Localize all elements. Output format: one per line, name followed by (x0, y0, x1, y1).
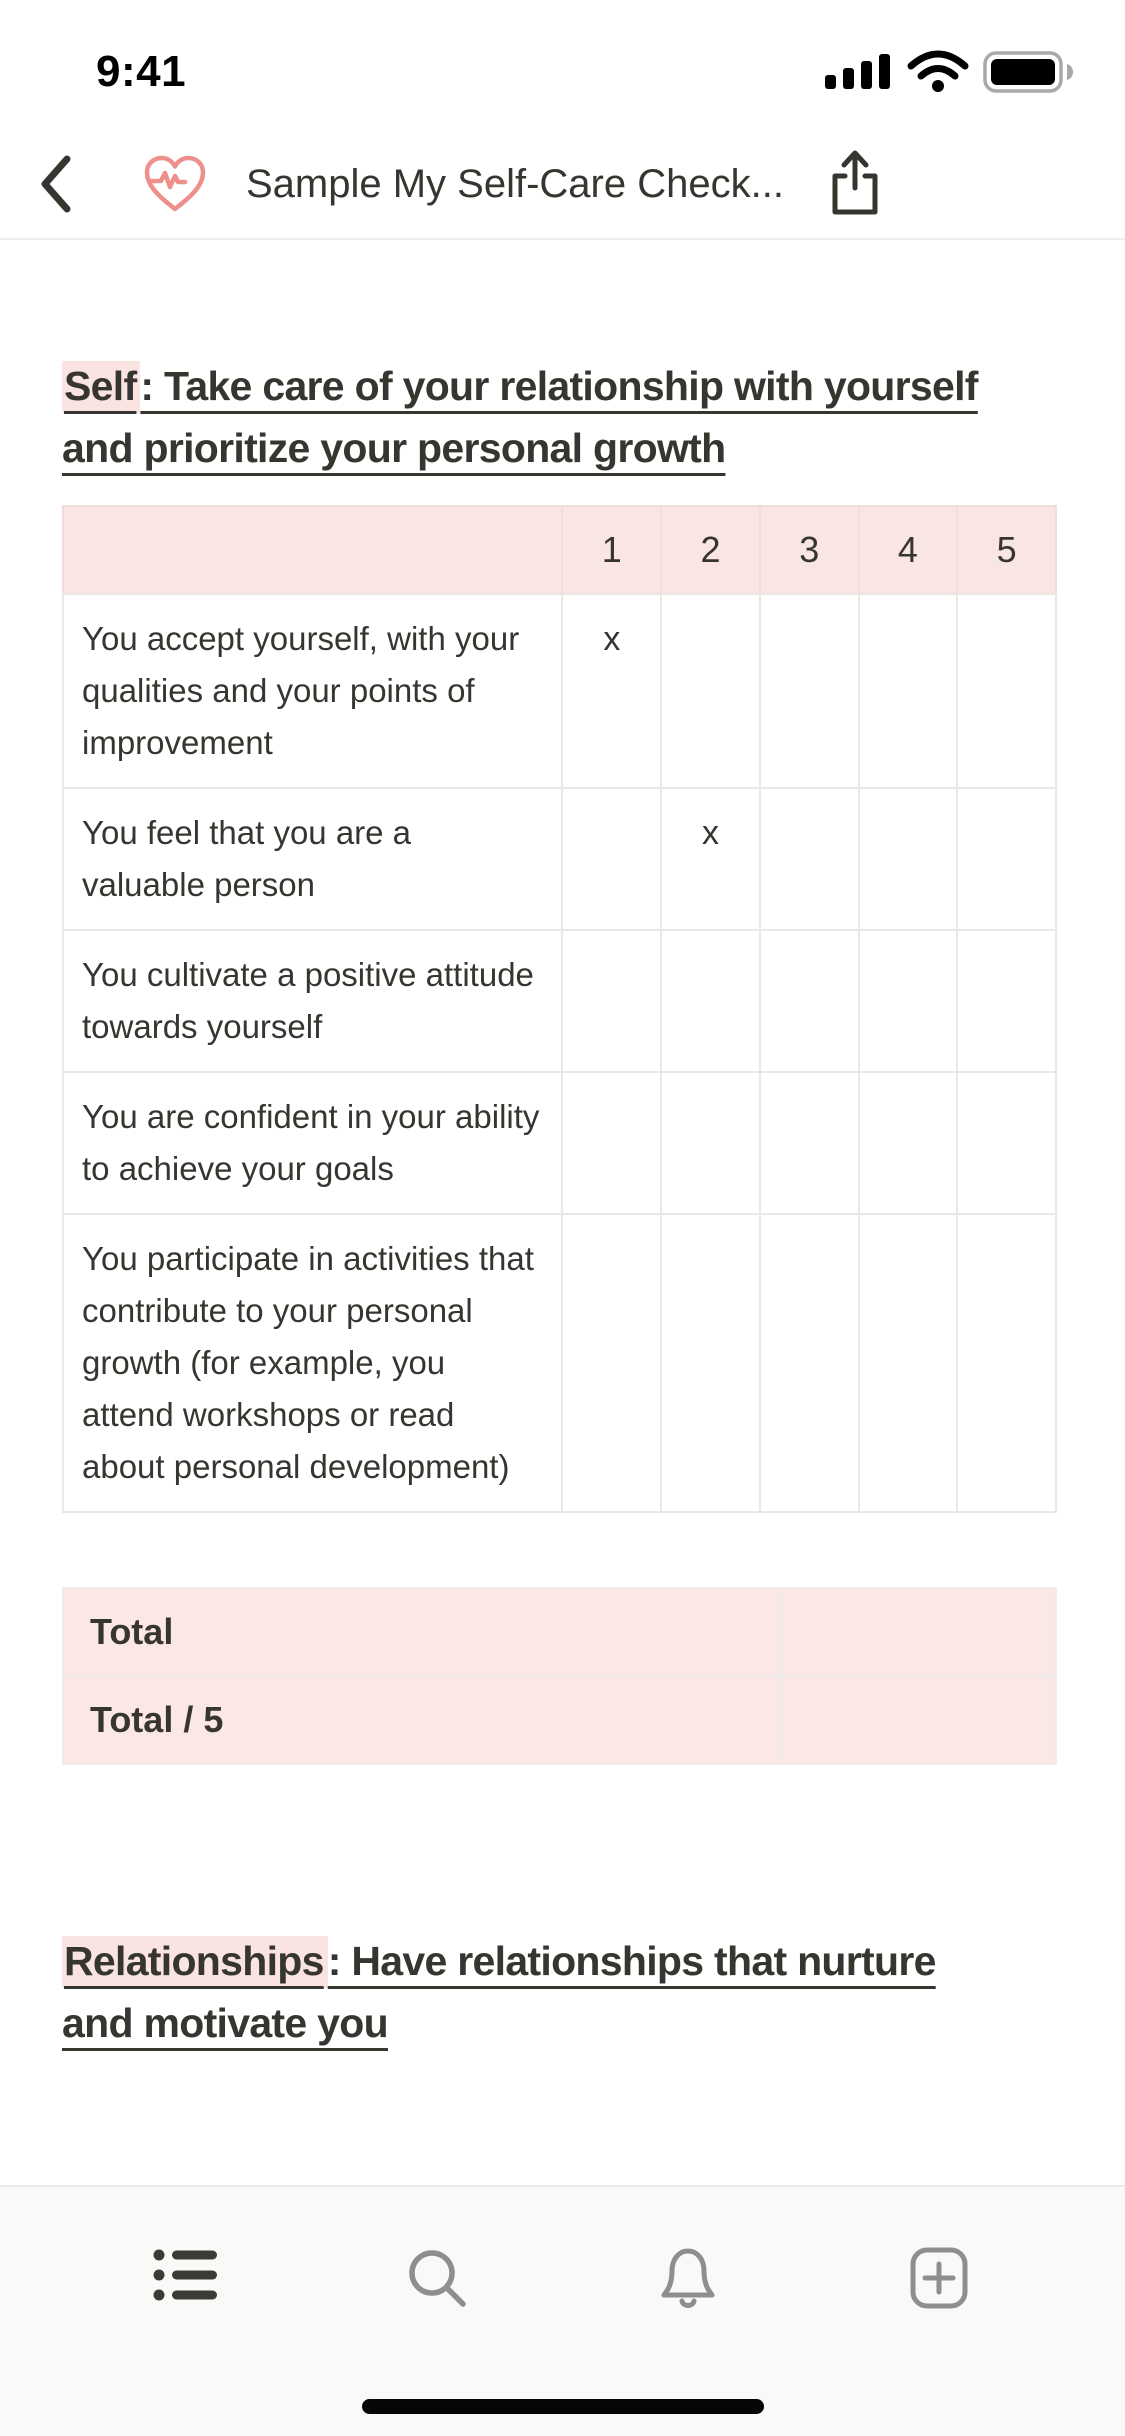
rating-cell[interactable] (859, 930, 958, 1072)
tab-home-list[interactable] (121, 2247, 251, 2303)
create-plus-icon (910, 2247, 968, 2309)
share-icon (826, 148, 884, 220)
rating-cell[interactable] (957, 594, 1056, 788)
nav-bar (0, 130, 1125, 240)
list-menu-icon (153, 2247, 219, 2303)
tab-notifications[interactable] (623, 2247, 753, 2313)
notifications-bell-icon (658, 2247, 718, 2313)
rating-cell[interactable] (859, 1072, 958, 1214)
rating-cell[interactable]: x (661, 788, 760, 930)
rating-cell[interactable] (562, 930, 661, 1072)
statement-cell[interactable]: You cultivate a positive attitude towards yourself (63, 930, 562, 1072)
column-header-4: 4 (859, 506, 958, 594)
share-button[interactable] (826, 148, 884, 220)
heart-pulse-icon (142, 154, 208, 214)
statement-cell[interactable]: You accept yourself, with your qualities and your points of improvement (63, 594, 562, 788)
rating-cell[interactable] (661, 930, 760, 1072)
rating-cell[interactable] (760, 930, 859, 1072)
rating-cell[interactable] (760, 788, 859, 930)
battery-full-icon (983, 51, 1083, 93)
highlighted-word: Relationships (62, 1936, 328, 1988)
statement-cell[interactable]: You participate in activities that contribute to your personal growth (for example, you attend workshops or read about personal development) (63, 1214, 562, 1512)
statement-cell[interactable]: You feel that you are a valuable person (63, 788, 562, 930)
table-row (63, 594, 1056, 788)
total-row (63, 1588, 1056, 1676)
heading-text-line2: and prioritize your personal growth (62, 425, 726, 471)
rating-cell[interactable]: x (562, 594, 661, 788)
rating-cell[interactable] (760, 1214, 859, 1512)
wifi-icon (907, 50, 969, 94)
column-header-5: 5 (957, 506, 1056, 594)
status-icons (825, 50, 1083, 94)
table-row (63, 1214, 1056, 1512)
highlighted-word: Self (62, 361, 140, 413)
home-indicator[interactable] (362, 2399, 764, 2414)
rating-cell[interactable] (760, 594, 859, 788)
heading-text: : Have relationships that nurture (327, 1938, 936, 1984)
rating-cell[interactable] (562, 788, 661, 930)
total-value-cell[interactable] (783, 1588, 1056, 1676)
cellular-signal-icon (825, 51, 893, 93)
self-care-rating-table (62, 505, 1057, 1513)
total-label: Total (63, 1588, 783, 1676)
total-per5-label: Total / 5 (63, 1676, 783, 1764)
rating-cell[interactable] (760, 1072, 859, 1214)
page-title: Sample My Self-Care Check... (246, 161, 784, 206)
total-per5-value-cell[interactable] (783, 1676, 1056, 1764)
column-header-3: 3 (760, 506, 859, 594)
total-row (63, 1676, 1056, 1764)
rating-cell[interactable] (957, 1072, 1056, 1214)
search-icon (406, 2247, 468, 2309)
heading-text-line2: and motivate you (62, 2000, 388, 2046)
column-header-1: 1 (562, 506, 661, 594)
table-row (63, 1072, 1056, 1214)
tab-create-new[interactable] (874, 2247, 1004, 2309)
column-header-2: 2 (661, 506, 760, 594)
rating-cell[interactable] (957, 788, 1056, 930)
rating-cell[interactable] (661, 1072, 760, 1214)
page-content (0, 240, 1125, 2054)
rating-cell[interactable] (562, 1214, 661, 1512)
rating-cell[interactable] (859, 1214, 958, 1512)
corner-cell (63, 506, 562, 594)
table-row (63, 788, 1056, 930)
rating-cell[interactable] (661, 1214, 760, 1512)
table-header-row (63, 506, 1056, 594)
tab-search[interactable] (372, 2247, 502, 2309)
status-bar (0, 0, 1125, 130)
rating-cell[interactable] (661, 594, 760, 788)
back-button[interactable] (40, 149, 86, 219)
rating-cell[interactable] (859, 788, 958, 930)
chevron-left-icon (40, 155, 72, 213)
rating-cell[interactable] (957, 1214, 1056, 1512)
statement-cell[interactable]: You are confident in your ability to achieve your goals (63, 1072, 562, 1214)
section-heading-relationships (62, 1930, 1057, 2054)
rating-cell[interactable] (859, 594, 958, 788)
rating-cell[interactable] (562, 1072, 661, 1214)
section-heading-self (62, 355, 1057, 479)
heading-text: : Take care of your relationship with yourself (140, 363, 978, 409)
status-time: 9:41 (96, 47, 187, 96)
table-row (63, 930, 1056, 1072)
rating-cell[interactable] (957, 930, 1056, 1072)
totals-table (62, 1587, 1057, 1765)
